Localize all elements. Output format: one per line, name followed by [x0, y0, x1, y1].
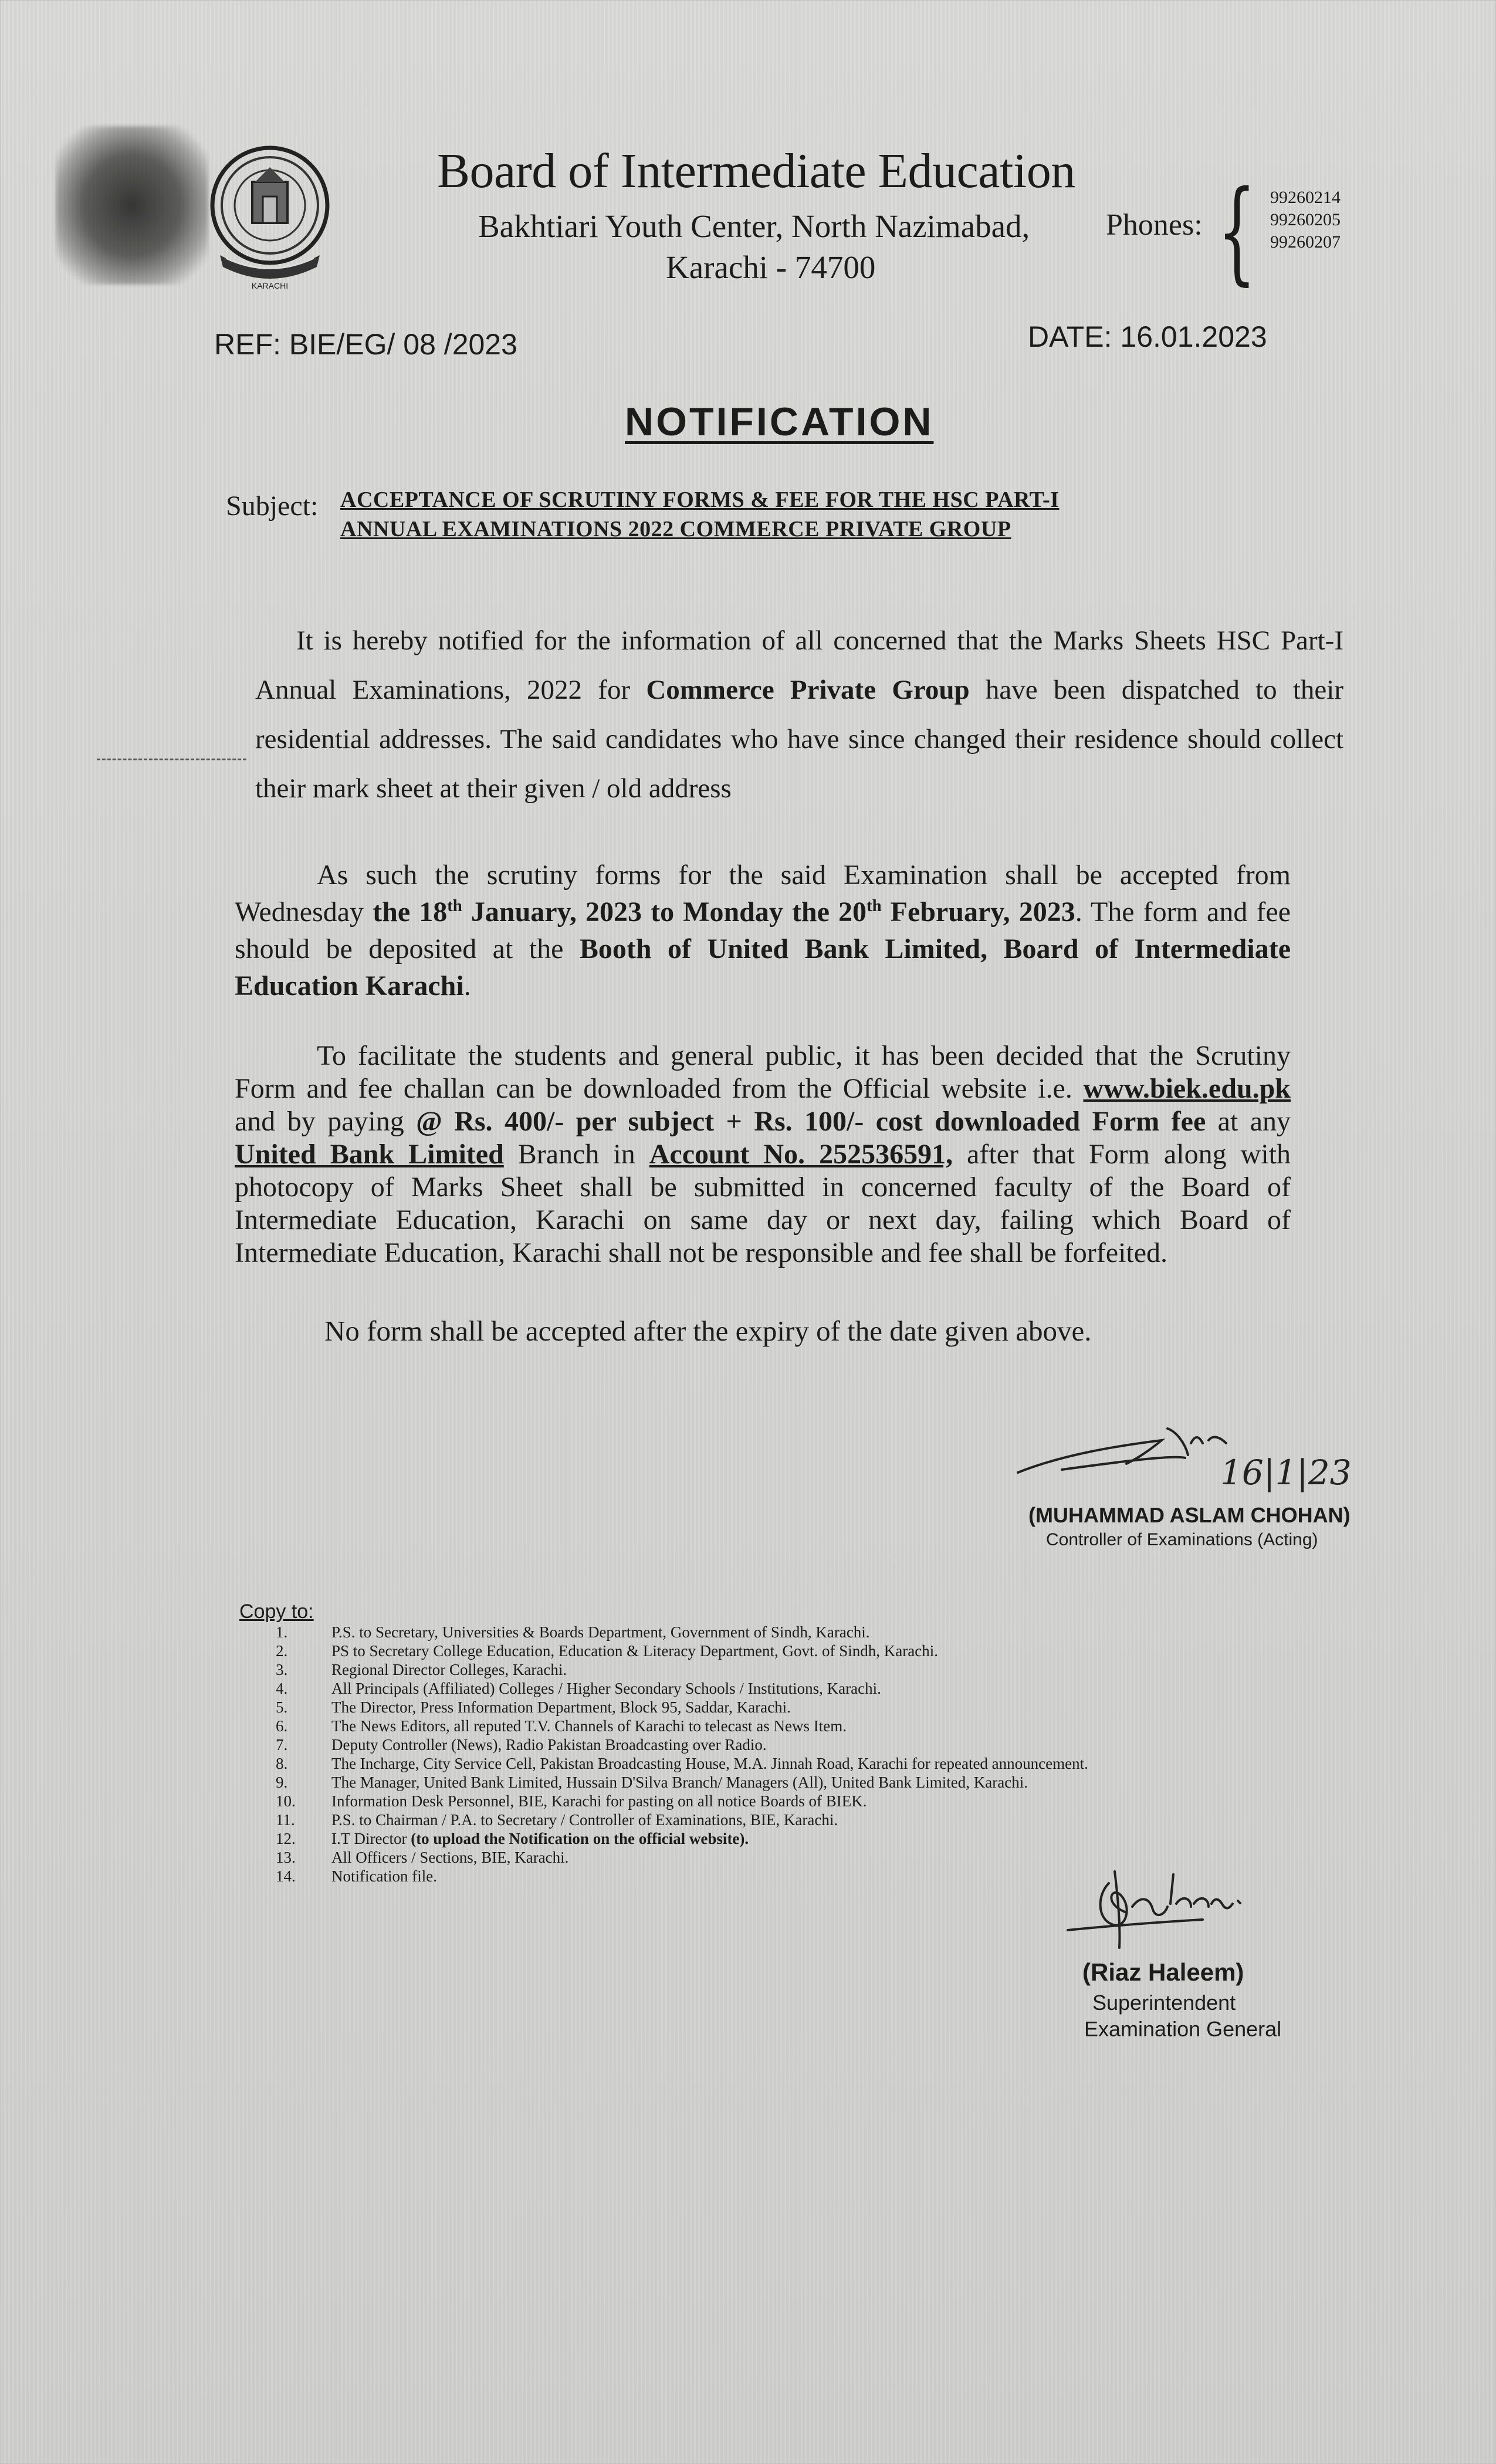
list-item: 4. All Principals (Affiliated) Colleges / Higher Secondary Schools / Institutions, Karachi.: [276, 1680, 881, 1697]
phone-number-1: 99260214: [1270, 188, 1341, 207]
board-crest-logo: [202, 141, 337, 293]
scan-smudge: [56, 126, 208, 285]
superintendent-name: (Riaz Haleem): [1082, 1958, 1244, 1986]
superintendent-department: Examination General: [1084, 2017, 1282, 2041]
phone-number-3: 99260207: [1270, 232, 1341, 252]
list-item: 3. Regional Director Colleges, Karachi.: [276, 1661, 567, 1678]
svg-text:KARACHI: KARACHI: [251, 281, 289, 290]
list-item: 7. Deputy Controller (News), Radio Pakistan Broadcasting over Radio.: [276, 1736, 767, 1754]
list-item: 8. The Incharge, City Service Cell, Pakistan Broadcasting House, M.A. Jinnah Road, Karachi for repeated announcement.: [276, 1755, 1088, 1772]
paragraph-3: To facilitate the students and general public, it has been decided that the Scrutiny Form and fee challan can be downloaded from the Official website i.e. www.biek.edu.pk and by paying @ Rs. 400/- per subject + Rs. 100/- cost downloaded Form fee at any United Bank Limited Branch in Account No. 252536591, after that Form along with photocopy of Marks Sheet shall be submitted in concerned faculty of the Board of Intermediate Education, Karachi on same day or next day, failing which Board of Intermediate Education, Karachi shall not be responsible and fee shall be forfeited.: [235, 1040, 1291, 1268]
list-item: 13. All Officers / Sections, BIE, Karachi.: [276, 1849, 569, 1866]
address-line-1: Bakhtiari Youth Center, North Nazimabad,: [478, 208, 1030, 244]
list-item: 10. Information Desk Personnel, BIE, Karachi for pasting on all notice Boards of BIEK.: [276, 1792, 867, 1810]
copy-to-list: [276, 1623, 1088, 1886]
list-item: 12. I.T Director (to upload the Notification on the official website).: [276, 1830, 749, 1847]
list-item: 6. The News Editors, all reputed T.V. Channels of Karachi to telecast as News Item.: [276, 1717, 847, 1735]
list-item: 2. PS to Secretary College Education, Education & Literacy Department, Govt. of Sindh, Karachi.: [276, 1642, 938, 1660]
controller-name: (MUHAMMAD ASLAM CHOHAN): [1028, 1503, 1351, 1527]
phones-label: Phones:: [1106, 208, 1203, 242]
brace-glyph: {: [1217, 167, 1257, 296]
controller-title: Controller of Examinations (Acting): [1046, 1530, 1318, 1549]
paragraph-2: As such the scrutiny forms for the said Examination shall be accepted from Wednesday the 18th January, 2023 to Monday the 20th February, 2023. The form and fee should be deposited at the Booth of United Bank Limited, Board of Intermediate Education Karachi.: [235, 859, 1291, 1001]
superintendent-title: Superintendent: [1092, 1991, 1236, 2015]
notice-date: DATE: 16.01.2023: [1028, 320, 1267, 353]
superintendent-signature: [1056, 1848, 1302, 1954]
board-title: Board of Intermediate Education: [437, 144, 1075, 198]
list-item: 5. The Director, Press Information Department, Block 95, Saddar, Karachi.: [276, 1698, 791, 1716]
controller-signature: [1009, 1420, 1373, 1508]
phone-number-2: 99260205: [1270, 210, 1341, 229]
subject-line-1: ACCEPTANCE OF SCRUTINY FORMS & FEE FOR THE HSC PART-I: [340, 488, 1060, 512]
address-line-2: Karachi - 74700: [666, 249, 876, 285]
website-link[interactable]: www.biek.edu.pk: [1083, 1073, 1291, 1104]
copy-to-label: Copy to:: [239, 1600, 314, 1623]
list-item: 11. P.S. to Chairman / P.A. to Secretary / Controller of Examinations, BIE, Karachi.: [276, 1811, 838, 1829]
closing-statement: No form shall be accepted after the expiry of the date given above.: [324, 1315, 1092, 1347]
notification-heading: NOTIFICATION: [625, 400, 934, 444]
margin-dash: [97, 759, 246, 760]
handwritten-date: 16|1|23: [1220, 1453, 1352, 1492]
list-item: 9. The Manager, United Bank Limited, Hussain D'Silva Branch/ Managers (All), United Bank Limited, Karachi.: [276, 1773, 1028, 1791]
subject-label: Subject:: [226, 490, 319, 522]
list-item: 14. Notification file.: [276, 1867, 437, 1885]
reference-number: REF: BIE/EG/ 08 /2023: [214, 328, 517, 361]
list-item: 1. P.S. to Secretary, Universities & Boards Department, Government of Sindh, Karachi.: [276, 1623, 870, 1641]
subject-line-2: ANNUAL EXAMINATIONS 2022 COMMERCE PRIVATE GROUP: [340, 517, 1011, 541]
paragraph-1: It is hereby notified for the information of all concerned that the Marks Sheets HSC Part-I Annual Examinations, 2022 for Commerce Private Group have been dispatched to their residential addresses. The said candidates who have since changed their residence should collect their mark sheet at their given / old address: [255, 625, 1344, 804]
